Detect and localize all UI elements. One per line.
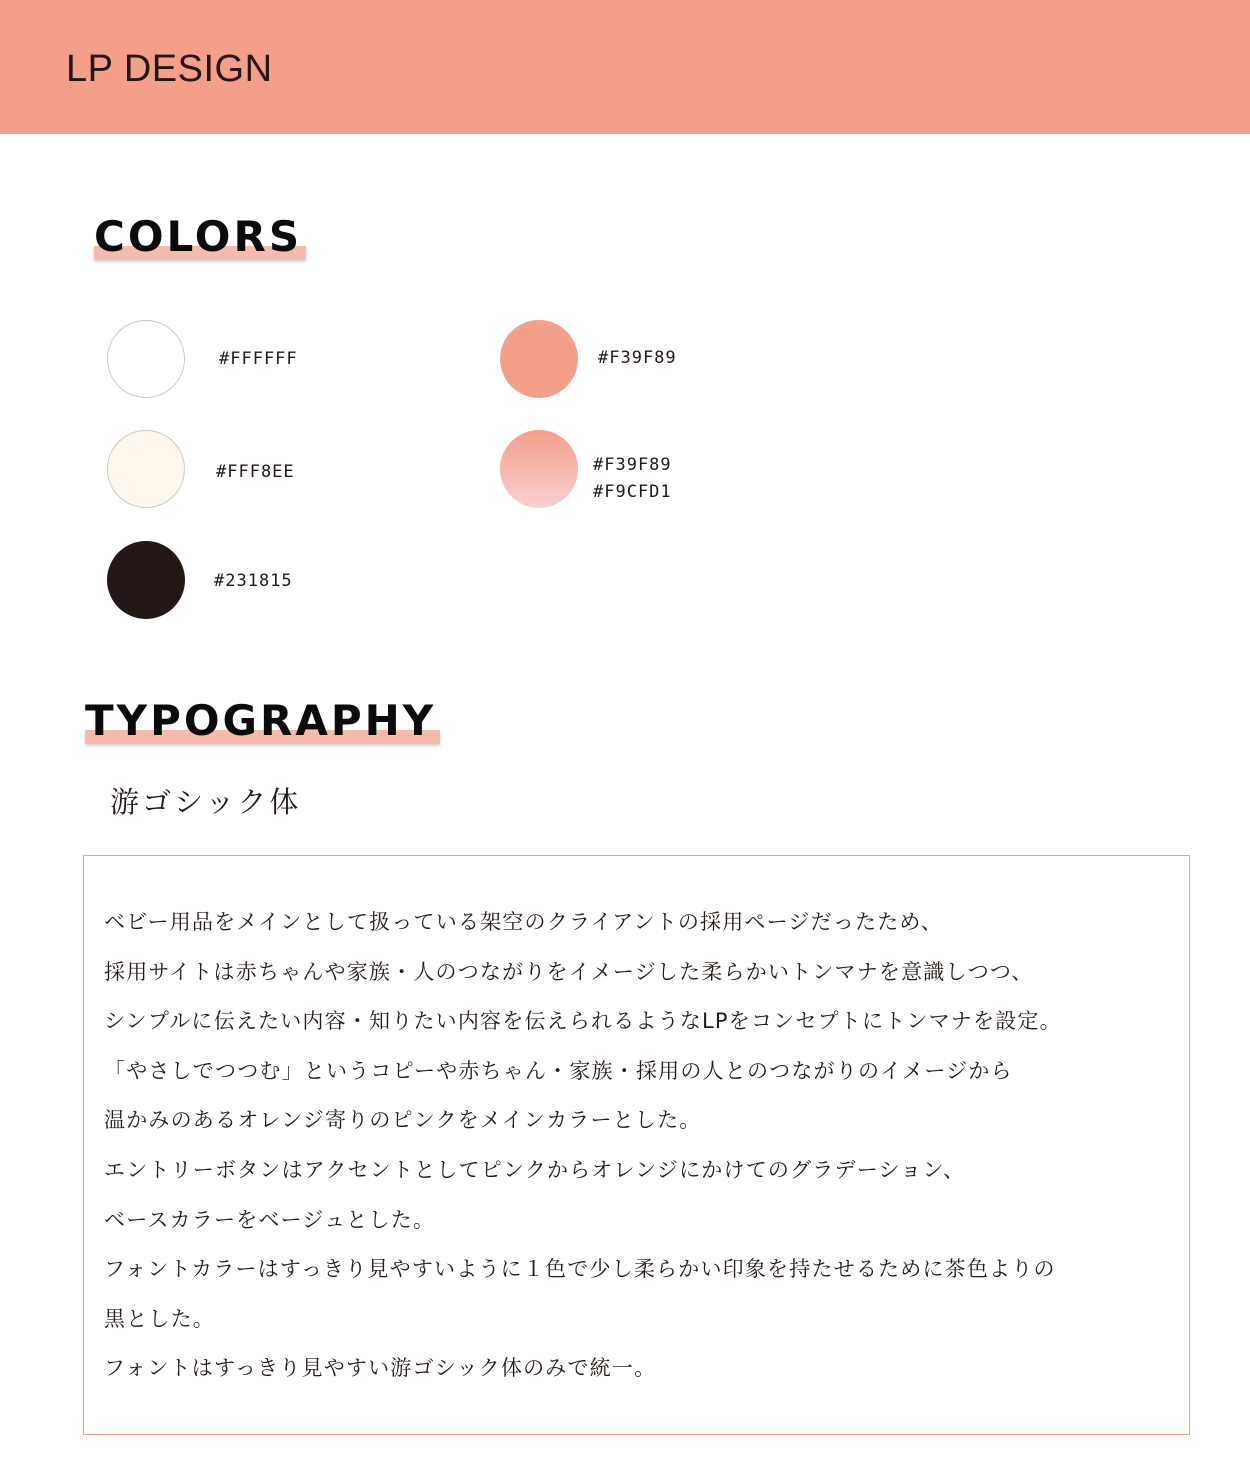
page-title: LP DESIGN (66, 48, 273, 90)
color-label-beige: #FFF8EE (216, 462, 295, 482)
description-line: フォントカラーはすっきり見やすいように１色で少し柔らかい印象を持たせるために茶色よりの (104, 1257, 1056, 1282)
description-text (104, 898, 1184, 1394)
description-box (83, 855, 1190, 1435)
description-line: エントリーボタンはアクセントとしてピンクからオレンジにかけてのグラデーション、 (104, 1157, 966, 1182)
color-swatch-gradient (500, 430, 578, 508)
description-line: シンプルに伝えたい内容・知りたい内容を伝えられるようなLPをコンセプトにトンマナを設定。 (104, 1009, 1062, 1034)
color-swatch-dark (107, 541, 185, 619)
description-line: フォントはすっきり見やすい游ゴシック体のみで統一。 (104, 1356, 657, 1381)
font-name: 游ゴシック体 (110, 785, 302, 819)
color-label-white: #FFFFFF (219, 349, 298, 369)
color-swatch-beige (107, 430, 185, 508)
header-bar (0, 0, 1250, 134)
color-label-gradient-end: #F9CFD1 (593, 482, 672, 502)
description-line: ベビー用品をメインとして扱っている架空のクライアントの採用ページだったため、 (104, 910, 943, 934)
color-swatch-white (107, 320, 185, 398)
typography-heading (85, 698, 436, 744)
description-line: 採用サイトは赤ちゃんや家族・人のつながりをイメージした柔らかいトンマナを意識しつつ、 (104, 959, 1034, 984)
description-line: 温かみのあるオレンジ寄りのピンクをメインカラーとした。 (104, 1108, 702, 1133)
typography-heading-text: TYPOGRAPHY (85, 696, 437, 745)
description-line: ベースカラーをベージュとした。 (104, 1207, 436, 1232)
color-label-salmon: #F39F89 (598, 348, 677, 368)
description-line: 「やさしでつつむ」というコピーや赤ちゃん・家族・採用の人とのつながりのイメージから (104, 1058, 1013, 1083)
color-label-gradient-start: #F39F89 (593, 455, 672, 475)
description-line: 黒とした。 (104, 1306, 215, 1331)
colors-heading (94, 214, 302, 260)
colors-heading-text: COLORS (94, 212, 303, 261)
color-swatch-salmon (500, 320, 578, 398)
color-label-dark: #231815 (214, 571, 293, 591)
